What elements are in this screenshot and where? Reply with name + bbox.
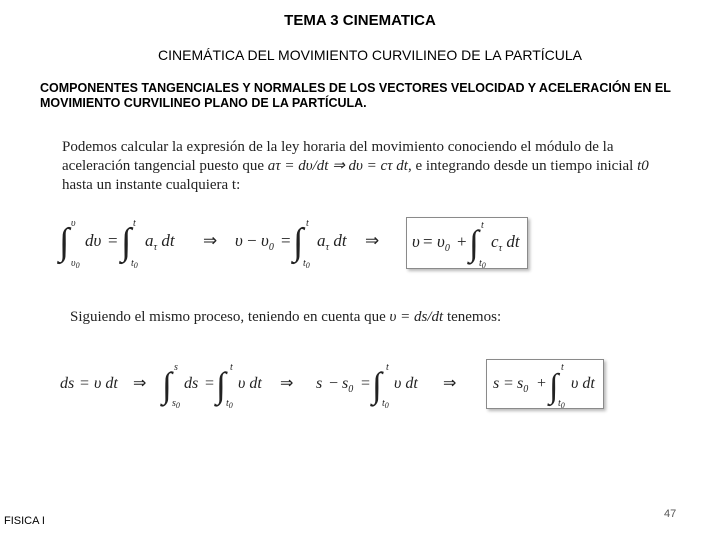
svg-text:t: t [133, 218, 136, 229]
svg-text:ds: ds [184, 375, 199, 392]
footer-course-label: FISICA I [4, 515, 45, 527]
svg-text:υ: υ [235, 231, 243, 250]
svg-text:s: s [174, 362, 178, 373]
svg-text:υ: υ [412, 232, 420, 251]
result-box-velocity [406, 217, 528, 269]
svg-text:+: + [537, 375, 547, 392]
svg-text:∫: ∫ [469, 223, 479, 263]
svg-text:∫: ∫ [121, 221, 132, 263]
inline-math-c: υ = ds/dt [389, 309, 444, 325]
svg-text:=: = [108, 231, 118, 250]
svg-text:υ0: $\upsilon_0$ [261, 231, 274, 253]
svg-text:υ dt: υ dt [238, 375, 262, 392]
section-heading: COMPONENTES TANGENCIALES Y NORMALES DE LOS VECTORES VELOCIDAD Y ACELERACIÓN EN EL MOVIMIENTO CURVILINEO PLANO DE LA PARTÍCULA. [40, 81, 671, 110]
svg-text:∫: ∫ [549, 368, 559, 405]
paragraph2-text-b: tenemos: [446, 309, 502, 325]
svg-text:aτ dt: $a_\tau$ dt [145, 231, 175, 253]
svg-text:t0: $t_0$ [479, 258, 486, 268]
result-velocity-formula [407, 218, 527, 268]
svg-text:⇒: ⇒ [133, 375, 147, 392]
svg-text:s: s [316, 375, 323, 392]
svg-text:t: t [230, 362, 233, 373]
svg-text:=: = [80, 375, 90, 392]
svg-text:υ dt: υ dt [571, 375, 595, 392]
svg-text:=: = [504, 375, 514, 392]
slide-subtitle: CINEMÁTICA DEL MOVIMIENTO CURVILINEO DE LA PARTÍCULA [158, 47, 582, 63]
svg-text:ds: ds [60, 375, 75, 392]
paragraph-velocity [62, 138, 662, 195]
svg-text:t: t [561, 362, 564, 373]
paragraph2-text-a: Siguiendo el mismo proceso, teniendo en cuenta que [70, 309, 386, 325]
paragraph-text-a: Podemos calcular la expresión de la ley horaria del movimiento conociendo el módulo de la aceleración tangencial puesto que [62, 139, 614, 174]
paragraph-text-b: , e integrando desde un tiempo inicial [407, 158, 634, 174]
svg-text:cτ dt: $c_\tau$ dt [491, 232, 520, 254]
svg-text:=: = [423, 232, 433, 251]
svg-text:t: t [481, 220, 484, 231]
svg-text:+: + [457, 232, 467, 251]
svg-text:t0: $t_0$ [382, 398, 389, 410]
slide-title: TEMA 3 CINEMATICA [284, 12, 436, 29]
inline-math-a: aτ = dυ/dt ⇒ dυ = cτ dt [267, 158, 408, 174]
result-position-formula [487, 360, 603, 408]
svg-text:t0: $t_0$ [303, 258, 310, 270]
inline-math-b: t0 [637, 158, 649, 174]
svg-text:υ dt: υ dt [94, 375, 118, 392]
result-box-position [486, 359, 604, 409]
svg-text:s: s [493, 375, 500, 392]
svg-text:∫: ∫ [59, 221, 70, 263]
svg-text:aτ dt: $a_\tau$ dt [317, 231, 347, 253]
svg-text:∫: ∫ [162, 365, 172, 405]
svg-text:t0: $t_0$ [131, 258, 138, 270]
svg-text:s0: $s_0$ [342, 375, 354, 395]
svg-text:t0: $t_0$ [558, 398, 565, 408]
paragraph-position [70, 309, 501, 326]
svg-text:=: = [361, 375, 371, 392]
svg-text:⇒: ⇒ [365, 231, 380, 250]
svg-text:∫: ∫ [372, 365, 382, 405]
svg-text:−: − [329, 375, 339, 392]
svg-text:t0: $t_0$ [226, 398, 233, 410]
svg-text:t: t [306, 218, 309, 229]
svg-text:υ dt: υ dt [394, 375, 418, 392]
svg-text:=: = [205, 375, 215, 392]
svg-text:⇒: ⇒ [280, 375, 294, 392]
svg-text:⇒: ⇒ [203, 231, 218, 250]
svg-text:⇒: ⇒ [443, 375, 457, 392]
svg-text:s0: $s_0$ [517, 375, 529, 395]
svg-text:=: = [281, 231, 291, 250]
svg-text:∫: ∫ [293, 221, 304, 263]
page-number: 47 [664, 508, 677, 520]
equation-position-integration [58, 358, 478, 412]
svg-text:dυ: dυ [85, 231, 102, 250]
svg-text:∫: ∫ [216, 365, 226, 405]
svg-text:υ0: $\upsilon_0$ [437, 232, 450, 254]
svg-text:−: − [247, 231, 257, 250]
svg-text:υ: υ [71, 218, 76, 229]
svg-text:s0: $s_0$ [172, 398, 180, 410]
svg-text:t: t [386, 362, 389, 373]
svg-text:υ0: $\upsilon_0$ [71, 258, 80, 270]
paragraph-text-c: hasta un instante cualquiera t: [62, 177, 241, 193]
